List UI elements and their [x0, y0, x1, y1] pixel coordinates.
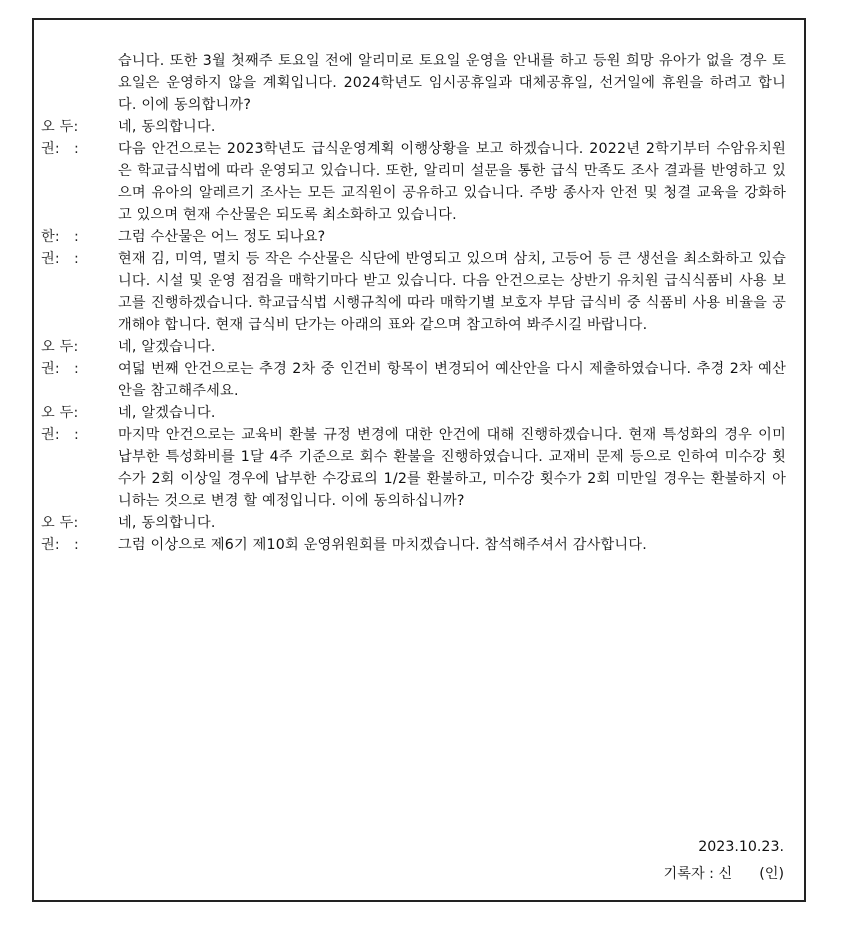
entry-text: 다음 안건으로는 2023학년도 급식운영계획 이행상황을 보고 하겠습니다. 2022년 2학기부터 수암유치원은 학교급식법에 따라 운영되고 있습니다. 또한, 알리미 설문을 통한 급식 만족도 조사 결과를 반영하고 있으며 유아의 알레르기 조사는 모든 교직원이 공유하고 있습니다. 주방 종사자 안전 및 청결 교육을 강화하고 있으며 현재 수산물은 되도록 최소화하고 있습니다.	[118, 141, 786, 223]
speaker-label: 한: :	[41, 229, 79, 245]
speaker-label: 오 두:	[41, 515, 79, 531]
speaker-label: 권: :	[41, 251, 79, 267]
speaker-label: 오 두:	[41, 405, 79, 421]
entry-text: 네, 알겠습니다.	[118, 339, 216, 355]
speaker-label: 오 두:	[41, 339, 79, 355]
entry-text: 그럼 수산물은 어느 정도 되나요?	[118, 229, 326, 245]
recorder-signature-line: 기록자 : 신 (인)	[663, 866, 784, 882]
speaker-label: 오 두:	[41, 119, 79, 135]
minutes-entry	[34, 534, 804, 556]
entry-text: 네, 동의합니다.	[118, 515, 216, 531]
meeting-date: 2023.10.23.	[698, 839, 784, 855]
entry-text: 그럼 이상으로 제6기 제10회 운영위원회를 마치겠습니다. 참석해주셔서 감사합니다.	[118, 537, 647, 553]
speaker-label: 권: :	[41, 361, 79, 377]
entry-text: 네, 동의합니다.	[118, 119, 216, 135]
minutes-body	[34, 50, 804, 556]
minutes-entry	[34, 512, 804, 534]
entry-text: 현재 김, 미역, 멸치 등 작은 수산물은 식단에 반영되고 있으며 삼치, 고등어 등 큰 생선을 최소화하고 있습니다. 시설 및 운영 점검을 매학기마다 받고 있습니다. 다음 안건으로는 상반기 유치원 급식식품비 사용 보고를 진행하겠습니다. 학교급식법 시행규칙에 따라 매학기별 보호자 부담 급식비 중 식품비 사용 비율을 공개해야 합니다. 현재 급식비 단가는 아래의 표와 같으며 참고하여 봐주시길 바랍니다.	[118, 251, 787, 333]
entry-text: 여덟 번째 안건으로는 추경 2차 중 인건비 항목이 변경되어 예산안을 다시 제출하였습니다. 추경 2차 예산안을 참고해주세요.	[118, 361, 786, 399]
entry-text: 네, 알겠습니다.	[118, 405, 216, 421]
speaker-label: 권: :	[41, 537, 79, 553]
minutes-entry	[34, 116, 804, 138]
minutes-entry	[34, 358, 804, 402]
speaker-label: 권: :	[41, 141, 79, 157]
minutes-entry	[34, 336, 804, 358]
minutes-entry	[34, 50, 804, 116]
minutes-entry	[34, 402, 804, 424]
minutes-entry	[34, 248, 804, 336]
minutes-entry	[34, 138, 804, 226]
minutes-entry	[34, 226, 804, 248]
entry-text: 습니다. 또한 3월 첫째주 토요일 전에 알리미로 토요일 운영을 안내를 하고 등원 희망 유아가 없을 경우 토요일은 운영하지 않을 계획입니다. 2024학년도 임시공휴일과 대체공휴일, 선거일에 휴원을 하려고 합니다. 이에 동의합니까?	[118, 53, 786, 113]
speaker-label: 권: :	[41, 427, 79, 443]
document-frame	[32, 18, 806, 902]
minutes-entry	[34, 424, 804, 512]
entry-text: 마지막 안건으로는 교육비 환불 규정 변경에 대한 안건에 대해 진행하겠습니다. 현재 특성화의 경우 이미 납부한 특성화비를 1달 4주 기준으로 회수 환불을 진행하였습니다. 교재비 문제 등으로 인하여 미수강 횟수가 2회 이상일 경우에 납부한 수강료의 1/2를 환불하고, 미수강 횟수가 2회 미만일 경우는 환불하지 아니하는 것으로 변경 할 예정입니다. 이에 동의하십니까?	[118, 427, 786, 509]
